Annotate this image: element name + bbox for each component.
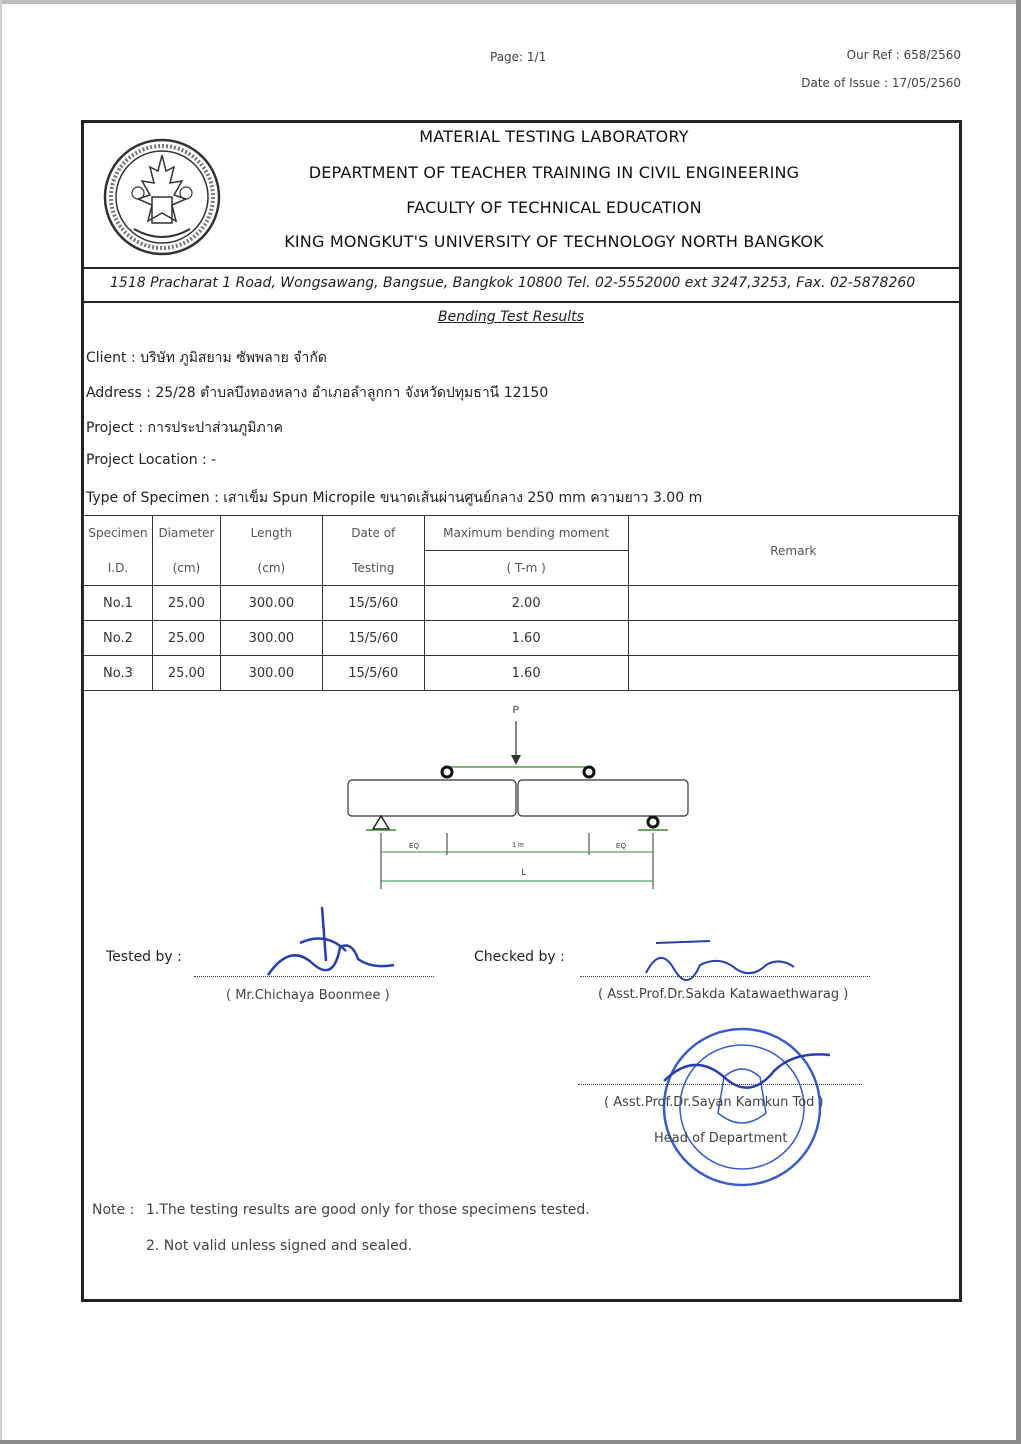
- load-arrow-head-icon: [511, 755, 521, 765]
- tested-by-label: Tested by :: [106, 949, 182, 965]
- department-name: DEPARTMENT OF TEACHER TRAINING IN CIVIL ENGINEERING: [308, 163, 800, 182]
- address-bar: [84, 267, 959, 303]
- results-table: [83, 515, 959, 691]
- cell-date: 15/5/60: [322, 656, 424, 691]
- cell-remark: [628, 621, 958, 656]
- header-moment-unit: ( T-m ): [424, 551, 628, 586]
- checker-signature-line: [580, 976, 870, 977]
- header-date-testing: Testing: [322, 551, 424, 586]
- cell-date: 15/5/60: [322, 586, 424, 621]
- report-title: Bending Test Results: [438, 309, 584, 325]
- head-name: ( Asst.Prof.Dr.Sayan Kamkun Tod ): [604, 1095, 824, 1110]
- checked-by-label: Checked by :: [474, 949, 565, 965]
- lab-name: MATERIAL TESTING LABORATORY: [419, 127, 689, 146]
- header-specimen: Specimen: [84, 516, 153, 551]
- head-signature-line: [578, 1084, 862, 1085]
- note-line-1: 1.The testing results are good only for those specimens tested.: [146, 1202, 590, 1218]
- right-eq-label: EQ: [615, 843, 627, 850]
- specimen-type-line: Type of Specimen : เสาเข็ม Spun Micropile ขนาดเส้นผ่านศูนย์กลาง 250 mm ความยาว 3.00 m: [86, 490, 703, 506]
- head-title: Head of Department: [654, 1131, 788, 1146]
- report-sheet: [81, 120, 962, 1302]
- note-line-2: 2. Not valid unless signed and sealed.: [146, 1238, 413, 1254]
- faculty-name: FACULTY OF TECHNICAL EDUCATION: [406, 198, 702, 217]
- header-date: Date of: [322, 516, 424, 551]
- note-prefix: Note :: [92, 1202, 135, 1218]
- header-specimen-id: I.D.: [84, 551, 153, 586]
- cell-specimen-id: No.1: [84, 586, 153, 621]
- span-label: L: [521, 867, 527, 877]
- page-number: Page: 1/1: [490, 50, 547, 64]
- lab-address: 1518 Pracharat 1 Road, Wongsawang, Bangsue, Bangkok 10800 Tel. 02-5552000 ext 3247,3253, Fax. 02-5878260: [110, 275, 916, 291]
- client-line: Client : บริษัท ภูมิสยาม ซัพพลาย จำกัด: [86, 350, 327, 366]
- project-line: Project : การประปาส่วนภูมิภาค: [86, 420, 283, 436]
- cell-diameter: 25.00: [152, 586, 220, 621]
- cell-date: 15/5/60: [322, 621, 424, 656]
- left-eq-label: EQ: [408, 843, 420, 850]
- letterhead: [84, 123, 959, 269]
- cell-length: 300.00: [220, 621, 322, 656]
- checker-signature-icon: [640, 935, 800, 985]
- tester-signature-line: [194, 976, 434, 977]
- header-moment: Maximum bending moment: [424, 516, 628, 551]
- tester-name: ( Mr.Chichaya Boonmee ): [226, 988, 390, 1003]
- cell-specimen-id: No.2: [84, 621, 153, 656]
- load-roller-icon: [442, 767, 452, 777]
- tester-signature-icon: [260, 903, 400, 983]
- page-frame-top: [0, 0, 1021, 4]
- cell-length: 300.00: [220, 656, 322, 691]
- table-row: [84, 586, 959, 621]
- university-seal-icon: [102, 137, 222, 257]
- date-of-issue: Date of Issue : 17/05/2560: [801, 76, 961, 90]
- university-name: KING MONGKUT'S UNIVERSITY OF TECHNOLOGY NORTH BANGKOK: [284, 232, 824, 251]
- client-address-line: Address : 25/28 ตำบลบึงทองหลาง อำเภอลำลูกกา จังหวัดปทุมธานี 12150: [86, 385, 549, 401]
- cell-length: 300.00: [220, 586, 322, 621]
- roller-support-icon: [648, 817, 658, 827]
- header-remark: Remark: [628, 516, 958, 586]
- cell-moment: 1.60: [424, 621, 628, 656]
- table-row: [84, 621, 959, 656]
- header-diameter: Diameter: [152, 516, 220, 551]
- pile-segment: [348, 780, 516, 816]
- cell-diameter: 25.00: [152, 621, 220, 656]
- page-frame-right: [1016, 0, 1021, 1444]
- cell-remark: [628, 656, 958, 691]
- checker-name: ( Asst.Prof.Dr.Sakda Katawaethwarag ): [598, 987, 849, 1002]
- load-label: P: [512, 705, 520, 716]
- bending-test-diagram: [344, 699, 704, 889]
- cell-specimen-id: No.3: [84, 656, 153, 691]
- page-frame-left: [0, 0, 2, 1444]
- table-header-row: [84, 516, 959, 551]
- cell-moment: 1.60: [424, 656, 628, 691]
- header-length: Length: [220, 516, 322, 551]
- pile-segment: [518, 780, 688, 816]
- page-frame-bottom: [0, 1440, 1021, 1444]
- cell-diameter: 25.00: [152, 656, 220, 691]
- header-diameter-unit: (cm): [152, 551, 220, 586]
- cell-moment: 2.00: [424, 586, 628, 621]
- our-ref: Our Ref : 658/2560: [846, 48, 961, 62]
- cell-remark: [628, 586, 958, 621]
- table-row: [84, 656, 959, 691]
- load-roller-icon: [584, 767, 594, 777]
- pin-support-icon: [373, 816, 389, 829]
- project-location-line: Project Location : -: [86, 452, 217, 468]
- header-length-unit: (cm): [220, 551, 322, 586]
- middle-span-label: 1 m: [512, 842, 524, 849]
